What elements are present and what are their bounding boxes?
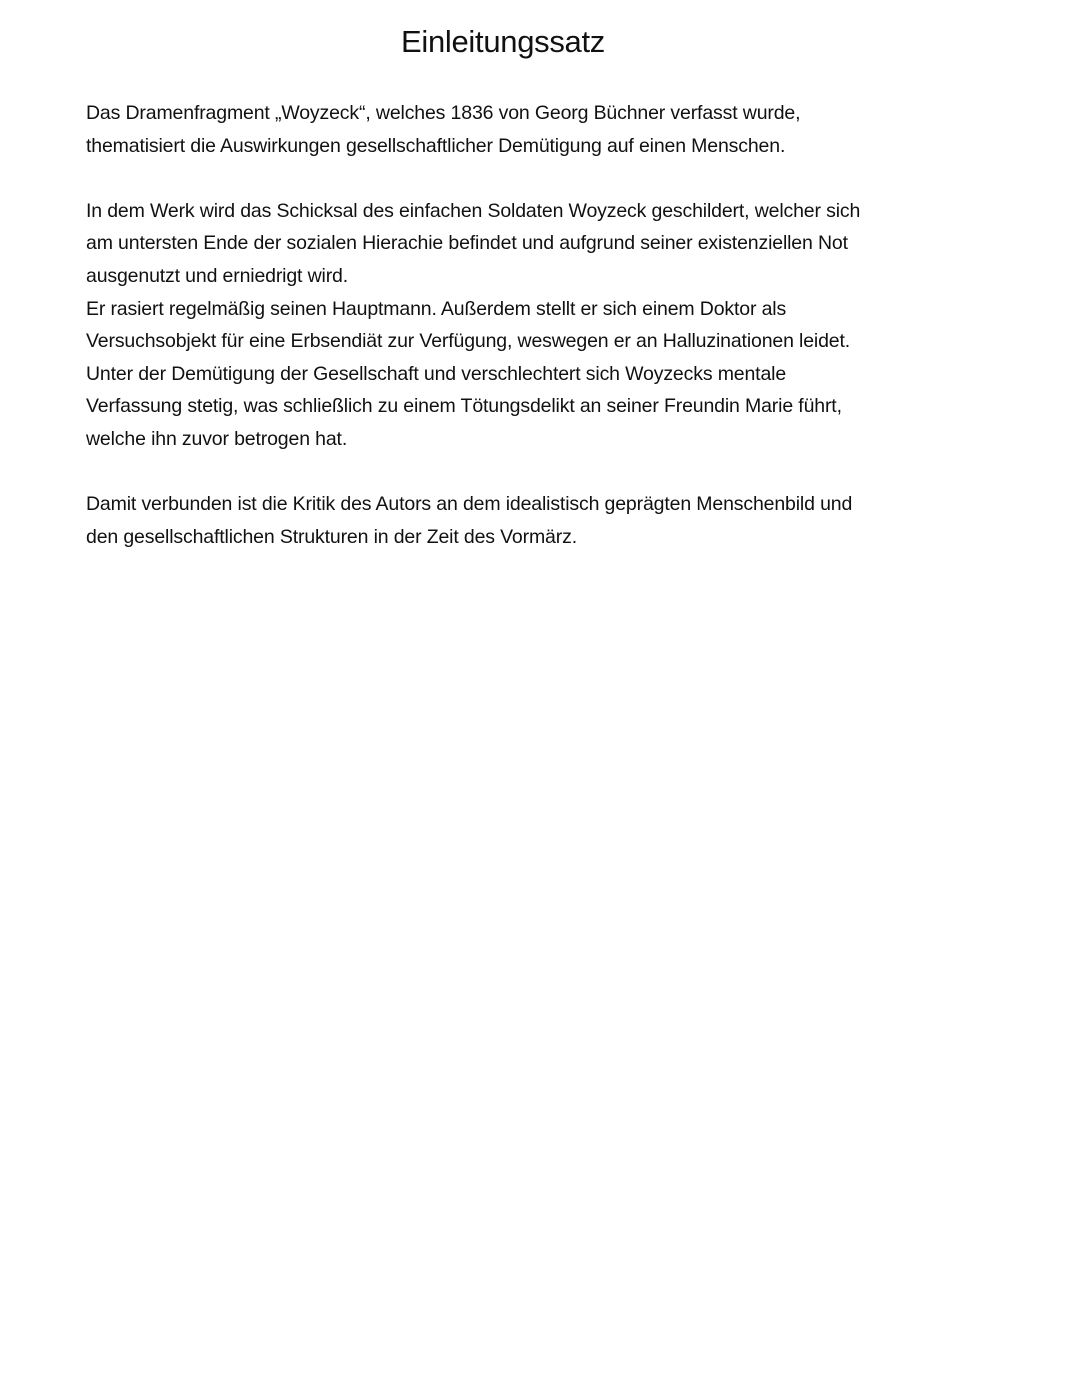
text-line: Er rasiert regelmäßig seinen Hauptmann. Außerdem stellt er sich einem Doktor als xyxy=(86,297,787,320)
text-line: thematisiert die Auswirkungen gesellschaftlicher Demütigung auf einen Menschen. xyxy=(86,134,786,157)
paragraph-conclusion xyxy=(86,488,1006,553)
text-line: In dem Werk wird das Schicksal des einfachen Soldaten Woyzeck geschildert, welcher sich xyxy=(86,199,861,222)
text-line: Unter der Demütigung der Gesellschaft und verschlechtert sich Woyzecks mentale xyxy=(86,362,787,385)
paragraph-intro xyxy=(86,97,1006,162)
text-line: Damit verbunden ist die Kritik des Autors an dem idealistisch geprägten Menschenbild und xyxy=(86,493,853,516)
page-title: Einleitungssatz xyxy=(400,24,605,59)
paragraph-spacer xyxy=(86,456,1006,489)
text-line: den gesellschaftlichen Strukturen in der Zeit des Vormärz. xyxy=(86,525,577,548)
text-line: Verfassung stetig, was schließlich zu einem Tötungsdelikt an seiner Freundin Marie führt, xyxy=(86,395,842,418)
paragraph-content xyxy=(86,195,1006,456)
document-body xyxy=(86,97,1006,553)
text-line: Das Dramenfragment „Woyzeck“, welches 1836 von Georg Büchner verfasst wurde, xyxy=(86,102,801,124)
text-line: ausgenutzt und erniedrigt wird. xyxy=(86,264,349,287)
text-line: am untersten Ende der sozialen Hierachie befindet und aufgrund seiner existenziellen Not xyxy=(86,232,848,255)
text-line: welche ihn zuvor betrogen hat. xyxy=(86,427,348,450)
paragraph-spacer xyxy=(86,162,1006,195)
text-line: Versuchsobjekt für eine Erbsendiät zur Verfügung, weswegen er an Halluzinationen leidet. xyxy=(86,330,851,353)
